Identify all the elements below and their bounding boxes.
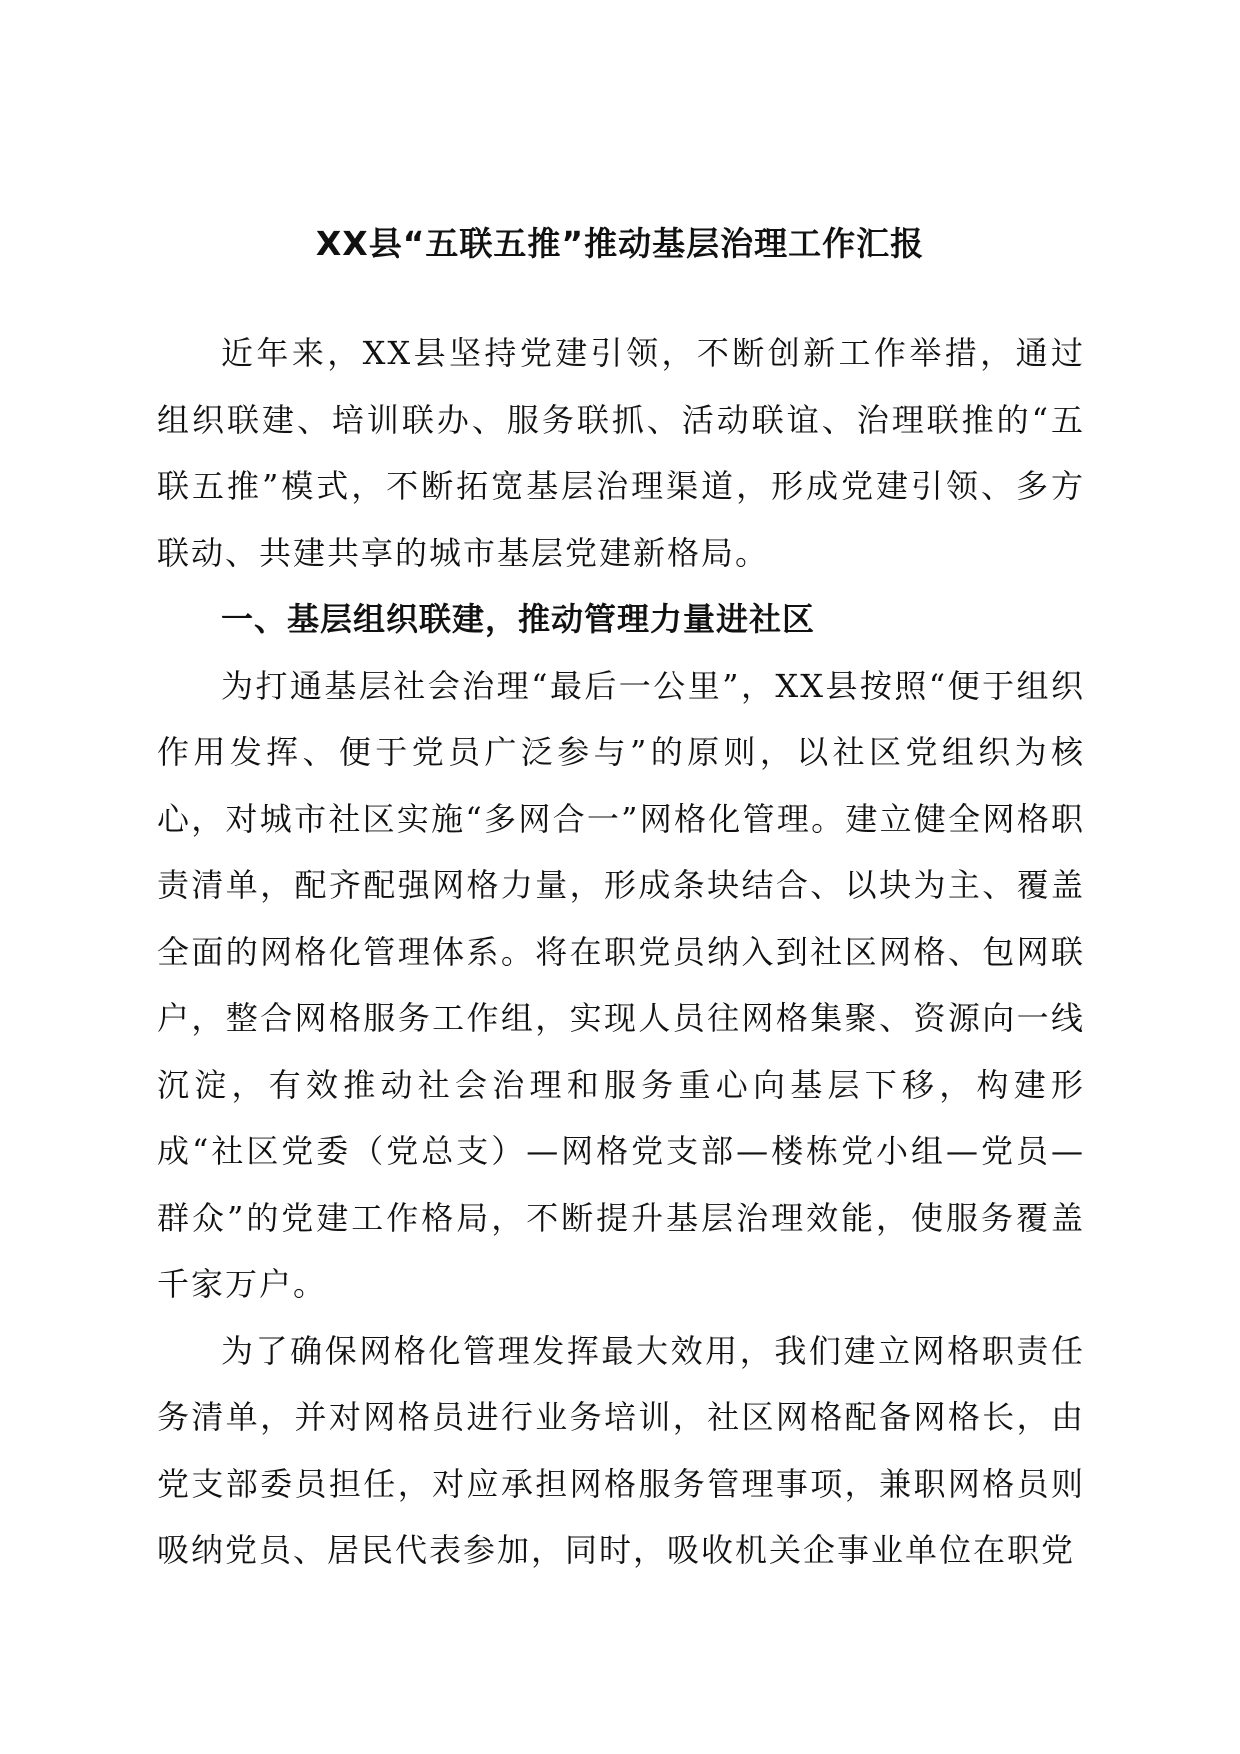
section-1-paragraph-1: 为打通基层社会治理“最后一公里”，XX县按照“便于组织作用发挥、便于党员广泛参与”的原则，以社区党组织为核心，对城市社区实施“多网合一”网格化管理。建立健全网格职责清单，配齐配强网格力量，形成条块结合、以块为主、覆盖全面的网格化管理体系。将在职党员纳入到社区网格、包网联户，整合网格服务工作组，实现人员往网格集聚、资源向一线沉淀，有效推动社会治理和服务重心向基层下移，构建形成“社区党委（党总支）—网格党支部—楼栋党小组—党员—群众”的党建工作格局，不断提升基层治理效能，使服务覆盖千家万户。: [157, 666, 1085, 1303]
section-1-paragraph-2: 为了确保网格化管理发挥最大效用，我们建立网格职责任务清单，并对网格员进行业务培训，社区网格配备网格长，由党支部委员担任，对应承担网格服务管理事项，兼职网格员则吸纳党员、居民代表参加，同时，吸收机关企事业单位在职党: [157, 1331, 1085, 1569]
section-heading-1: 一、基层组织联建，推动管理力量进社区: [221, 600, 816, 638]
document-body: [157, 320, 1085, 1584]
document-title: XX县“五联五推”推动基层治理工作汇报: [315, 224, 925, 263]
intro-paragraph: 近年来，XX县坚持党建引领，不断创新工作举措，通过组织联建、培训联办、服务联抓、活动联谊、治理联推的“五联五推”模式，不断拓宽基层治理渠道，形成党建引领、多方联动、共建共享的城市基层党建新格局。: [157, 334, 1085, 572]
